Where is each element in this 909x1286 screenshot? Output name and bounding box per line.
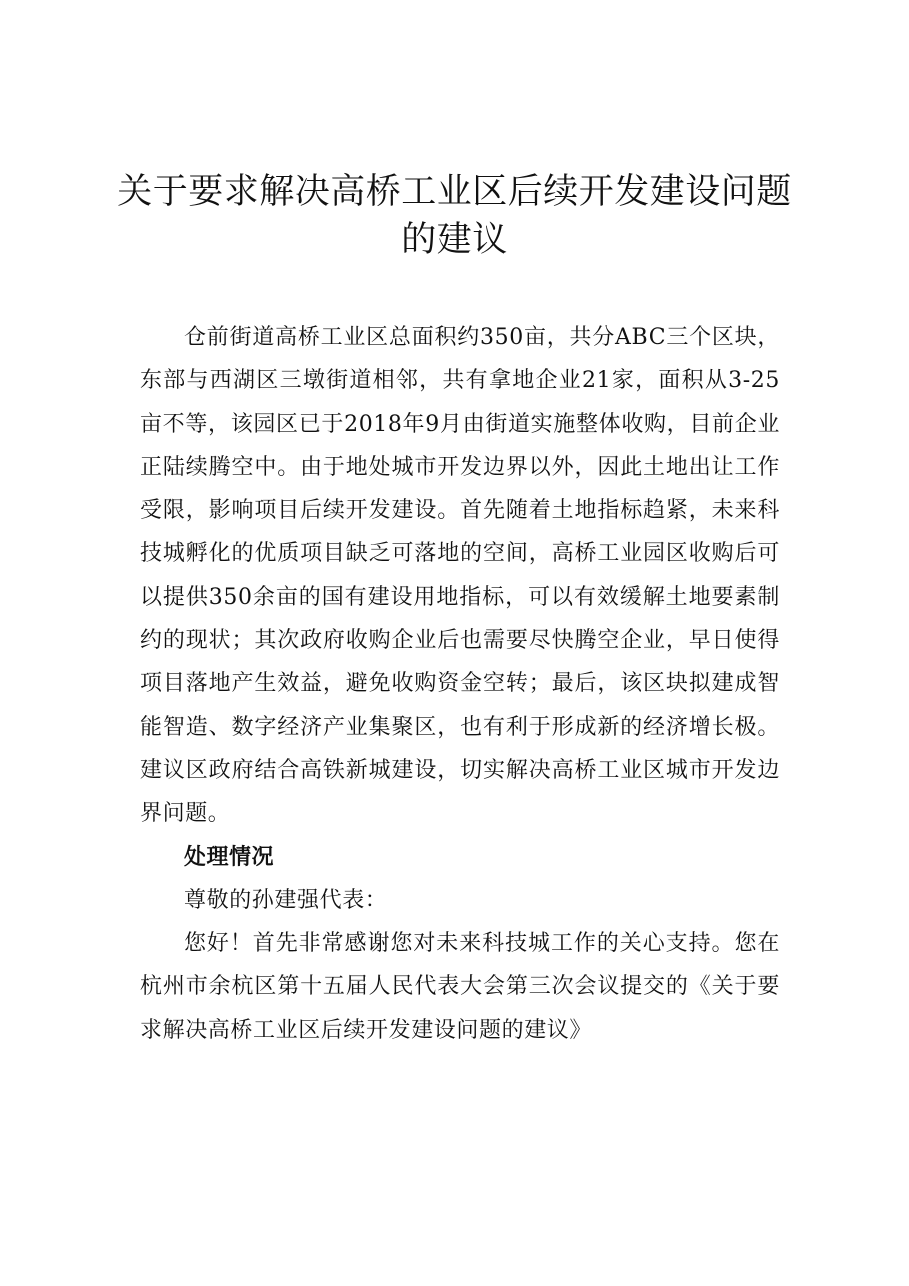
section-heading: 处理情况 [184, 844, 275, 870]
document-body [140, 316, 780, 1052]
proposal-paragraph: 仓前街道高桥工业区总面积约350亩，共分ABC三个区块，东部与西湖区三墩街道相邻，共有拿地企业21家，面积从3-25亩不等，该园区已于2018年9月由街道实施整体收购，目前企业正陆续腾空中。由于地处城市开发边界以外，因此土地出让工作受限，影响项目后续开发建设。首先随着土地指标趋紧，未来科技城孵化的优质项目缺乏可落地的空间，高桥工业园区收购后可以提供350余亩的国有建设用地指标，可以有效缓解土地要素制约的现状；其次政府收购企业后也需要尽快腾空企业，早日使得项目落地产生效益，避免收购资金空转；最后，该区块拟建成智能智造、数字经济产业集聚区，也有利于形成新的经济增长极。建议区政府结合高铁新城建设，切实解决高桥工业区城市开发边界问题。 [140, 325, 780, 827]
salutation-paragraph: 尊敬的孙建强代表： [184, 887, 388, 913]
document-title: 关于要求解决高桥工业区后续开发建设问题的建议 [117, 172, 792, 260]
reply-paragraph: 您好！首先非常感谢您对未来科技城工作的关心支持。您在杭州市余杭区第十五届人民代表大会第三次会议提交的《关于要求解决高桥工业区后续开发建设问题的建议》 [140, 931, 780, 1043]
